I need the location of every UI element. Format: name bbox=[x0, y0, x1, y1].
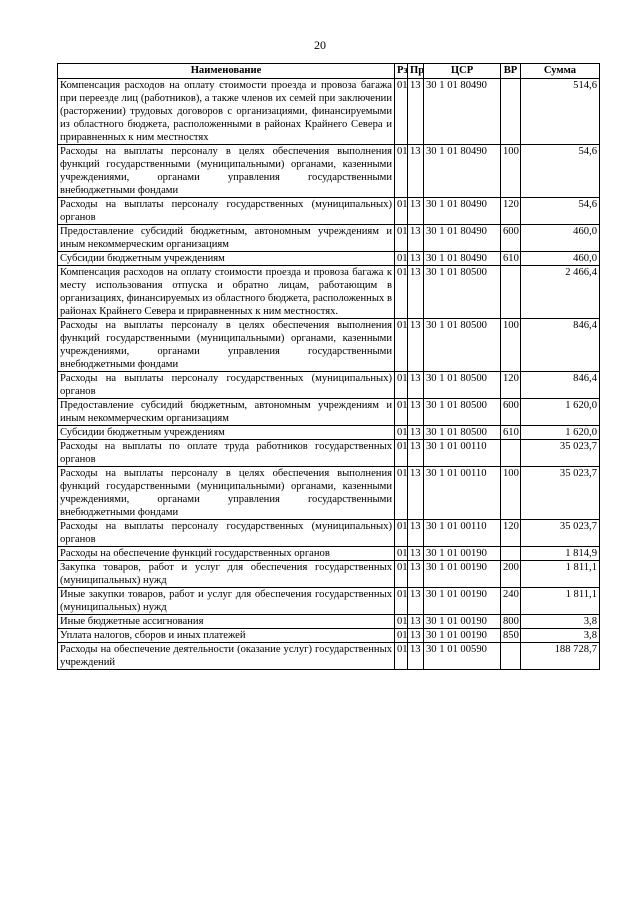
table-row bbox=[58, 225, 600, 252]
cell-csr: 30 1 01 80490 bbox=[424, 198, 501, 225]
cell-vr bbox=[501, 440, 521, 467]
cell-vr bbox=[501, 643, 521, 670]
cell-sum: 1 620,0 bbox=[521, 426, 600, 440]
cell-pr: 13 bbox=[408, 615, 424, 629]
table-row bbox=[58, 372, 600, 399]
cell-name: Иные закупки товаров, работ и услуг для обеспечения государственных (муниципальных) нужд bbox=[58, 588, 395, 615]
table-row bbox=[58, 629, 600, 643]
cell-pr: 13 bbox=[408, 588, 424, 615]
cell-pr: 13 bbox=[408, 520, 424, 547]
cell-sum: 1 811,1 bbox=[521, 588, 600, 615]
cell-pr: 13 bbox=[408, 643, 424, 670]
cell-sum: 2 466,4 bbox=[521, 266, 600, 319]
cell-pr: 13 bbox=[408, 440, 424, 467]
table-row bbox=[58, 520, 600, 547]
cell-csr: 30 1 01 80490 bbox=[424, 252, 501, 266]
cell-vr: 100 bbox=[501, 145, 521, 198]
cell-sum: 460,0 bbox=[521, 225, 600, 252]
cell-sum: 35 023,7 bbox=[521, 520, 600, 547]
cell-pr: 13 bbox=[408, 266, 424, 319]
table-row bbox=[58, 547, 600, 561]
table-row bbox=[58, 615, 600, 629]
cell-name: Компенсация расходов на оплату стоимости проезда и провоза багажа при переезде лиц (работников), а также членов их семей при заключении (расторжении) трудовых договоров с организациями, финансируемыми из областного бюджета, расположенными в районах Крайнего Севера и приравненных к ним местностях bbox=[58, 79, 395, 145]
cell-pr: 13 bbox=[408, 225, 424, 252]
cell-rz: 01 bbox=[395, 225, 408, 252]
cell-name: Расходы на выплаты персоналу государственных (муниципальных) органов bbox=[58, 198, 395, 225]
cell-rz: 01 bbox=[395, 629, 408, 643]
cell-vr: 200 bbox=[501, 561, 521, 588]
table-row bbox=[58, 252, 600, 266]
cell-rz: 01 bbox=[395, 643, 408, 670]
header-name: Наименование bbox=[58, 64, 395, 79]
table-row bbox=[58, 319, 600, 372]
table-row bbox=[58, 467, 600, 520]
cell-sum: 1 811,1 bbox=[521, 561, 600, 588]
table-row bbox=[58, 145, 600, 198]
cell-sum: 35 023,7 bbox=[521, 440, 600, 467]
table-row bbox=[58, 198, 600, 225]
cell-pr: 13 bbox=[408, 372, 424, 399]
cell-csr: 30 1 01 80490 bbox=[424, 225, 501, 252]
cell-sum: 54,6 bbox=[521, 145, 600, 198]
cell-sum: 846,4 bbox=[521, 372, 600, 399]
cell-vr: 850 bbox=[501, 629, 521, 643]
header-pr: Пр bbox=[408, 64, 424, 79]
cell-csr: 30 1 01 00590 bbox=[424, 643, 501, 670]
cell-name: Предоставление субсидий бюджетным, автономным учреждениям и иным некоммерческим организациям bbox=[58, 225, 395, 252]
page-number: 20 bbox=[314, 38, 326, 52]
cell-name: Расходы на выплаты персоналу в целях обеспечения выполнения функций государственными (муниципальными) органами, казенными учреждениями, органами управления государственными внебюджетными фондами bbox=[58, 467, 395, 520]
cell-vr bbox=[501, 79, 521, 145]
cell-sum: 54,6 bbox=[521, 198, 600, 225]
cell-rz: 01 bbox=[395, 372, 408, 399]
cell-name: Расходы на выплаты по оплате труда работников государственных органов bbox=[58, 440, 395, 467]
header-rz: Рз bbox=[395, 64, 408, 79]
cell-csr: 30 1 01 80490 bbox=[424, 145, 501, 198]
cell-pr: 13 bbox=[408, 198, 424, 225]
cell-csr: 30 1 01 80500 bbox=[424, 372, 501, 399]
cell-rz: 01 bbox=[395, 319, 408, 372]
cell-vr: 240 bbox=[501, 588, 521, 615]
cell-sum: 3,8 bbox=[521, 615, 600, 629]
cell-rz: 01 bbox=[395, 547, 408, 561]
cell-rz: 01 bbox=[395, 399, 408, 426]
cell-csr: 30 1 01 00110 bbox=[424, 467, 501, 520]
header-row bbox=[58, 64, 600, 79]
cell-pr: 13 bbox=[408, 467, 424, 520]
cell-name: Расходы на обеспечение функций государственных органов bbox=[58, 547, 395, 561]
header-sum: Сумма bbox=[521, 64, 600, 79]
cell-csr: 30 1 01 00190 bbox=[424, 547, 501, 561]
cell-csr: 30 1 01 00190 bbox=[424, 629, 501, 643]
cell-sum: 188 728,7 bbox=[521, 643, 600, 670]
cell-csr: 30 1 01 80490 bbox=[424, 79, 501, 145]
cell-csr: 30 1 01 00190 bbox=[424, 615, 501, 629]
cell-rz: 01 bbox=[395, 561, 408, 588]
cell-name: Предоставление субсидий бюджетным, автономным учреждениям и иным некоммерческим организациям bbox=[58, 399, 395, 426]
cell-csr: 30 1 01 00110 bbox=[424, 440, 501, 467]
header-vr: ВР bbox=[501, 64, 521, 79]
cell-name: Расходы на обеспечение деятельности (оказание услуг) государственных учреждений bbox=[58, 643, 395, 670]
cell-rz: 01 bbox=[395, 145, 408, 198]
table-row bbox=[58, 561, 600, 588]
cell-name: Расходы на выплаты персоналу государственных (муниципальных) органов bbox=[58, 520, 395, 547]
table-body bbox=[58, 79, 600, 670]
cell-csr: 30 1 01 80500 bbox=[424, 266, 501, 319]
cell-pr: 13 bbox=[408, 426, 424, 440]
cell-sum: 35 023,7 bbox=[521, 467, 600, 520]
budget-table bbox=[57, 63, 600, 670]
cell-name: Субсидии бюджетным учреждениям bbox=[58, 426, 395, 440]
cell-pr: 13 bbox=[408, 629, 424, 643]
table-row bbox=[58, 266, 600, 319]
cell-vr bbox=[501, 266, 521, 319]
table-row bbox=[58, 426, 600, 440]
cell-sum: 460,0 bbox=[521, 252, 600, 266]
cell-name: Компенсация расходов на оплату стоимости проезда и провоза багажа к месту использования отпуска и обратно лицам, работающим в организациях, финансируемых из областного бюджета, расположенных в районах Крайнего Севера и приравненных к ним местностях. bbox=[58, 266, 395, 319]
cell-pr: 13 bbox=[408, 145, 424, 198]
cell-vr: 610 bbox=[501, 252, 521, 266]
cell-vr: 610 bbox=[501, 426, 521, 440]
cell-csr: 30 1 01 00110 bbox=[424, 520, 501, 547]
cell-csr: 30 1 01 80500 bbox=[424, 399, 501, 426]
cell-sum: 846,4 bbox=[521, 319, 600, 372]
cell-csr: 30 1 01 80500 bbox=[424, 426, 501, 440]
cell-vr: 600 bbox=[501, 399, 521, 426]
cell-name: Расходы на выплаты персоналу в целях обеспечения выполнения функций государственными (муниципальными) органами, казенными учреждениями, органами управления государственными внебюджетными фондами bbox=[58, 145, 395, 198]
cell-pr: 13 bbox=[408, 547, 424, 561]
cell-csr: 30 1 01 80500 bbox=[424, 319, 501, 372]
cell-sum: 1 620,0 bbox=[521, 399, 600, 426]
cell-rz: 01 bbox=[395, 426, 408, 440]
cell-pr: 13 bbox=[408, 319, 424, 372]
cell-vr: 120 bbox=[501, 198, 521, 225]
cell-vr: 600 bbox=[501, 225, 521, 252]
cell-rz: 01 bbox=[395, 467, 408, 520]
cell-rz: 01 bbox=[395, 252, 408, 266]
cell-rz: 01 bbox=[395, 440, 408, 467]
cell-pr: 13 bbox=[408, 561, 424, 588]
cell-vr: 800 bbox=[501, 615, 521, 629]
cell-name: Уплата налогов, сборов и иных платежей bbox=[58, 629, 395, 643]
cell-sum: 514,6 bbox=[521, 79, 600, 145]
cell-name: Иные бюджетные ассигнования bbox=[58, 615, 395, 629]
table-row bbox=[58, 399, 600, 426]
cell-name: Расходы на выплаты персоналу в целях обеспечения выполнения функций государственными (муниципальными) органами, казенными учреждениями, органами управления государственными внебюджетными фондами bbox=[58, 319, 395, 372]
cell-vr: 100 bbox=[501, 467, 521, 520]
cell-vr: 100 bbox=[501, 319, 521, 372]
cell-vr bbox=[501, 547, 521, 561]
cell-rz: 01 bbox=[395, 615, 408, 629]
cell-pr: 13 bbox=[408, 252, 424, 266]
table-row bbox=[58, 588, 600, 615]
cell-pr: 13 bbox=[408, 79, 424, 145]
cell-rz: 01 bbox=[395, 79, 408, 145]
cell-name: Закупка товаров, работ и услуг для обеспечения государственных (муниципальных) нужд bbox=[58, 561, 395, 588]
cell-sum: 1 814,9 bbox=[521, 547, 600, 561]
header-csr: ЦСР bbox=[424, 64, 501, 79]
cell-rz: 01 bbox=[395, 266, 408, 319]
cell-name: Расходы на выплаты персоналу государственных (муниципальных) органов bbox=[58, 372, 395, 399]
cell-rz: 01 bbox=[395, 198, 408, 225]
cell-vr: 120 bbox=[501, 372, 521, 399]
cell-rz: 01 bbox=[395, 520, 408, 547]
cell-rz: 01 bbox=[395, 588, 408, 615]
cell-sum: 3,8 bbox=[521, 629, 600, 643]
table-row bbox=[58, 79, 600, 145]
cell-vr: 120 bbox=[501, 520, 521, 547]
cell-pr: 13 bbox=[408, 399, 424, 426]
cell-name: Субсидии бюджетным учреждениям bbox=[58, 252, 395, 266]
table-row bbox=[58, 643, 600, 670]
cell-csr: 30 1 01 00190 bbox=[424, 588, 501, 615]
cell-csr: 30 1 01 00190 bbox=[424, 561, 501, 588]
table-row bbox=[58, 440, 600, 467]
table-header bbox=[58, 64, 600, 79]
